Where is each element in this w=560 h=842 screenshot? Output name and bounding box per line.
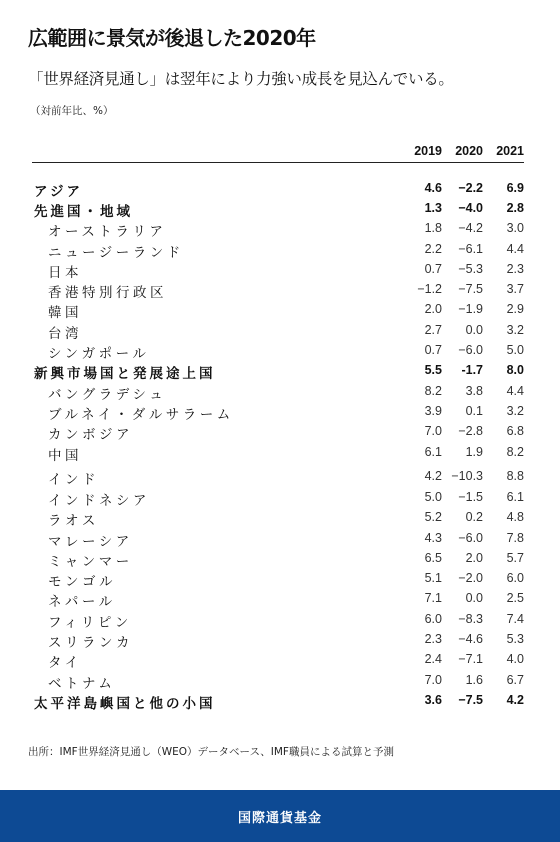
table-row [32, 401, 524, 421]
value-2019: −1.2 [417, 282, 442, 296]
table-header [32, 140, 524, 163]
value-2021: 4.2 [506, 693, 524, 707]
value-2019: 1.8 [424, 221, 442, 235]
value-2020: −7.5 [458, 693, 483, 707]
row-label: ラオス [48, 513, 99, 529]
table-row [32, 629, 524, 649]
value-2021: 2.8 [506, 201, 524, 215]
table-row [32, 259, 524, 279]
row-label: カンボジア [48, 427, 133, 443]
row-label: フィリピン [48, 615, 132, 631]
row-label: ベトナム [48, 676, 116, 692]
table-row [32, 568, 524, 588]
row-label: スリランカ [48, 635, 133, 651]
row-label: マレーシア [48, 534, 133, 550]
table-row [32, 588, 524, 608]
table-row [32, 178, 524, 198]
row-label: バングラデシュ [48, 387, 167, 403]
value-2019: 5.0 [424, 490, 442, 504]
table-row [32, 649, 524, 669]
value-2021: 4.8 [506, 510, 524, 524]
row-label: 新興市場国と発展途上国 [34, 366, 216, 382]
row-label: モンゴル [48, 574, 116, 590]
value-2021: 8.0 [506, 363, 524, 377]
row-label: オーストラリア [48, 224, 167, 240]
value-2019: 5.1 [424, 571, 442, 585]
row-label: ニュージーランド [48, 245, 184, 261]
value-2021: 6.9 [506, 181, 524, 195]
value-2019: 2.4 [424, 652, 442, 666]
year-header-2021: 2021 [496, 144, 524, 158]
value-2021: 7.8 [506, 531, 524, 545]
footer-bar [0, 790, 560, 842]
row-label: 太平洋島嶼国と他の小国 [34, 696, 216, 712]
value-2020: −7.5 [458, 282, 483, 296]
value-2020: −5.3 [458, 262, 483, 276]
year-header-2020: 2020 [455, 144, 483, 158]
value-2020: −4.0 [458, 201, 483, 215]
year-header-2019: 2019 [414, 144, 442, 158]
value-2020: 0.0 [465, 591, 483, 605]
value-2019: 4.3 [424, 531, 442, 545]
table-row [32, 548, 524, 568]
value-2021: 5.0 [506, 343, 524, 357]
row-label: 日本 [48, 265, 82, 281]
value-2020: −2.0 [458, 571, 483, 585]
value-2020: −6.1 [458, 242, 483, 256]
value-2020: 0.2 [465, 510, 483, 524]
row-label: インドネシア [48, 493, 150, 509]
table-row [32, 320, 524, 340]
value-2021: 3.7 [506, 282, 524, 296]
table-row [32, 670, 524, 690]
row-label: ネパール [48, 594, 116, 610]
table-row [32, 239, 524, 259]
value-2021: 2.3 [506, 262, 524, 276]
value-2020: 1.9 [465, 445, 483, 459]
value-2020: −7.1 [458, 652, 483, 666]
value-2021: 2.5 [506, 591, 524, 605]
value-2020: 0.1 [465, 404, 483, 418]
value-2019: 1.3 [424, 201, 442, 215]
value-2021: 8.8 [506, 469, 524, 483]
value-2020: −4.6 [458, 632, 483, 646]
value-2019: 2.7 [424, 323, 442, 337]
value-2020: 2.0 [465, 551, 483, 565]
table-row [32, 198, 524, 218]
value-2021: 4.4 [506, 384, 524, 398]
value-2021: 4.4 [506, 242, 524, 256]
value-2020: −8.3 [458, 612, 483, 626]
table-row [32, 381, 524, 401]
growth-table [32, 140, 524, 712]
row-label: タイ [48, 655, 82, 671]
row-label: アジア [34, 184, 83, 200]
value-2019: 4.6 [424, 181, 442, 195]
value-2019: 6.5 [424, 551, 442, 565]
table-row [32, 507, 524, 527]
source-note: 出所：IMF世界経済見通し（WEO）データベース、IMF職員による試算と予測 [28, 746, 394, 758]
value-2021: 5.3 [506, 632, 524, 646]
value-2019: 4.2 [424, 469, 442, 483]
value-2020: 3.8 [465, 384, 483, 398]
value-2021: 8.2 [506, 445, 524, 459]
value-2020: -1.7 [461, 363, 483, 377]
value-2021: 2.9 [506, 302, 524, 316]
value-2019: 2.2 [424, 242, 442, 256]
table-row [32, 609, 524, 629]
value-2021: 3.2 [506, 323, 524, 337]
row-label: 台湾 [48, 326, 82, 342]
table-row [32, 299, 524, 319]
value-2020: −1.5 [458, 490, 483, 504]
table-row [32, 466, 524, 486]
value-2021: 6.7 [506, 673, 524, 687]
value-2019: 7.1 [424, 591, 442, 605]
value-2020: −1.9 [458, 302, 483, 316]
value-2021: 7.4 [506, 612, 524, 626]
value-2021: 6.0 [506, 571, 524, 585]
value-2021: 3.2 [506, 404, 524, 418]
value-2019: 2.3 [424, 632, 442, 646]
value-2019: 7.0 [424, 424, 442, 438]
value-2019: 0.7 [424, 262, 442, 276]
value-2020: −6.0 [458, 531, 483, 545]
table-row [32, 690, 524, 710]
table-row [32, 360, 524, 380]
value-2020: 0.0 [465, 323, 483, 337]
value-2020: 1.6 [465, 673, 483, 687]
table-row [32, 279, 524, 299]
row-label: 先進国・地域 [34, 204, 133, 220]
value-2019: 5.2 [424, 510, 442, 524]
row-label: ブルネイ・ダルサラーム [48, 407, 234, 423]
value-2019: 3.6 [424, 693, 442, 707]
value-2021: 5.7 [506, 551, 524, 565]
row-label: シンガポール [48, 346, 150, 362]
table-row [32, 442, 524, 462]
value-2021: 3.0 [506, 221, 524, 235]
row-label: 香港特別行政区 [48, 285, 167, 301]
value-2019: 6.1 [424, 445, 442, 459]
value-2019: 2.0 [424, 302, 442, 316]
value-2019: 8.2 [424, 384, 442, 398]
page-subtitle: 「世界経済見通し」は翌年により力強い成長を見込んでいる。 [28, 70, 454, 88]
table-row [32, 528, 524, 548]
value-2021: 4.0 [506, 652, 524, 666]
table-row [32, 421, 524, 441]
value-2020: −10.3 [451, 469, 483, 483]
value-2019: 5.5 [424, 363, 442, 377]
page-title: 広範囲に景気が後退した2020年 [28, 26, 316, 50]
table-row [32, 340, 524, 360]
row-label: インド [48, 472, 99, 488]
value-2019: 7.0 [424, 673, 442, 687]
row-label: ミャンマー [48, 554, 133, 570]
table-row [32, 487, 524, 507]
value-2020: −2.2 [458, 181, 483, 195]
row-label: 韓国 [48, 305, 82, 321]
value-2020: −6.0 [458, 343, 483, 357]
value-2019: 0.7 [424, 343, 442, 357]
table-row [32, 218, 524, 238]
value-2021: 6.1 [506, 490, 524, 504]
value-2020: −2.8 [458, 424, 483, 438]
unit-note: （対前年比、%） [30, 105, 114, 117]
footer-org-name: 国際通貨基金 [237, 810, 322, 826]
value-2019: 3.9 [424, 404, 442, 418]
value-2020: −4.2 [458, 221, 483, 235]
row-label: 中国 [48, 448, 82, 464]
value-2021: 6.8 [506, 424, 524, 438]
value-2019: 6.0 [424, 612, 442, 626]
